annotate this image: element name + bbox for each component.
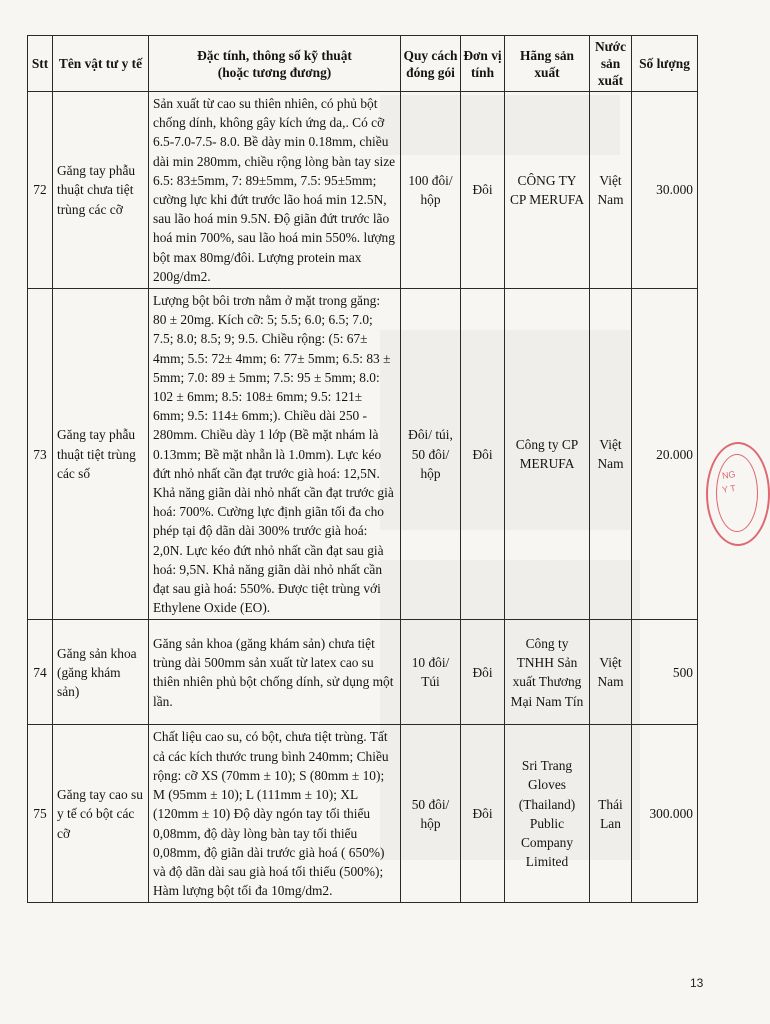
cell-spec: Lượng bột bôi trơn nằm ở mặt trong găng: 80 ± 20mg. Kích cỡ: 5; 5.5; 6.0; 6.5; 7.0; 7.5; 8.0; 8.5; 9; 9.5. Chiều rộng: (5: 67± 4mm; 5.5: 72± 4mm; 6: 77± 5mm; 6.5: 83 ± 5mm; 7.0: 89 ± 5mm; 7.5: 95 ± 5mm; 8.0: 102 ± 6mm; 8.5: 108± 6mm; 9.5: 121± 6mm; 9.5: 114± 6mm;). Chiều dài 250 - 280mm. Chiều dày 1 lớp (Bề mặt nhám là 0.13mm; Bề mặt nhẵn là 1.0mm). Lực kéo đứt nhỏ nhất cần đạt trước già hoá: 12,5N. Khả năng giãn dài nhỏ nhất cần đạt trước già hoá: 700%. Cường lực định giãn tối đa cho phép tại độ dãn dài 300% trước già hoá: 2,0N. Lực kéo đứt nhỏ nhất cần đạt sau già hoá: 9,5N. Khả năng giãn dài nhỏ nhất cần đạt sau già hoá: 550%. Được tiệt trùng với Ethylene Oxide (EO). — [149, 289, 401, 620]
table-header-row — [28, 36, 698, 92]
cell-stt: 72 — [28, 92, 53, 289]
cell-unit: Đôi — [461, 289, 505, 620]
header-spec — [149, 36, 401, 92]
page-number: 13 — [690, 976, 704, 990]
cell-qty: 20.000 — [632, 289, 698, 620]
cell-spec: Chất liệu cao su, có bột, chưa tiệt trùng. Tất cả các kích thước trung bình 240mm; Chiều rộng: cỡ XS (70mm ± 10); S (80mm ± 10); M (95mm ± 10); L (111mm ± 10); XL (120mm ± 10) Độ dày ngón tay tối thiểu 0,08mm, độ dày lòng bàn tay tối thiểu 0,08mm, độ giãn dài trước già hoá ( 650%) và độ dãn dài sau già hoá tối thiểu (500%); Hàm lượng bột tối đa 10mg/dm2. — [149, 725, 401, 903]
header-unit: Đơn vị tính — [461, 36, 505, 92]
cell-stt: 75 — [28, 725, 53, 903]
table-row — [28, 92, 698, 289]
cell-stt: 74 — [28, 620, 53, 725]
cell-maker: Công ty TNHH Sản xuất Thương Mại Nam Tín — [505, 620, 590, 725]
cell-packing: Đôi/ túi, 50 đôi/ hộp — [401, 289, 461, 620]
stamp-text: NG — [721, 469, 737, 481]
cell-name: Găng sản khoa (găng khám sản) — [53, 620, 149, 725]
cell-packing: 50 đôi/ hộp — [401, 725, 461, 903]
header-qty: Số lượng — [632, 36, 698, 92]
cell-unit: Đôi — [461, 725, 505, 903]
cell-country: Việt Nam — [590, 289, 632, 620]
red-seal-stamp — [706, 442, 770, 546]
cell-maker: Sri Trang Gloves (Thailand) Public Company Limited — [505, 725, 590, 903]
cell-unit: Đôi — [461, 620, 505, 725]
header-maker: Hãng sản xuất — [505, 36, 590, 92]
cell-qty: 30.000 — [632, 92, 698, 289]
header-name: Tên vật tư y tế — [53, 36, 149, 92]
cell-spec: Găng sản khoa (găng khám sản) chưa tiệt trùng dài 500mm sản xuất từ latex cao su thiên nhiên phủ bột chống dính, sử dụng một lần. — [149, 620, 401, 725]
cell-stt: 73 — [28, 289, 53, 620]
header-stt: Stt — [28, 36, 53, 92]
cell-maker: Công ty CP MERUFA — [505, 289, 590, 620]
cell-packing: 100 đôi/ hộp — [401, 92, 461, 289]
cell-spec: Sản xuất từ cao su thiên nhiên, có phủ bột chống dính, không gây kích ứng da,. Có cỡ 6.5-7.0-7.5- 8.0. Bề dày min 0.18mm, chiều dài min 280mm, chiều rộng lòng bàn tay size 6.5: 83±5mm, 7: 89±5mm, 7.5: 95±5mm; cường lực khi đứt trước lão hoá min 12.5N, sau lão hoá min 9.5N. Độ giãn đứt trước lão hoá min 700%, sau lão hoá min 550%. lượng bột max 80mg/đôi. Lượng protein max 200g/dm2. — [149, 92, 401, 289]
cell-qty: 300.000 — [632, 725, 698, 903]
cell-maker: CÔNG TY CP MERUFA — [505, 92, 590, 289]
header-spec-line1: Đặc tính, thông số kỹ thuật — [197, 47, 352, 63]
table-row — [28, 725, 698, 903]
cell-country: Việt Nam — [590, 92, 632, 289]
cell-unit: Đôi — [461, 92, 505, 289]
cell-name: Găng tay cao su y tế có bột các cỡ — [53, 725, 149, 903]
supply-spec-table — [27, 35, 698, 903]
stamp-text: Y T — [721, 483, 737, 495]
table-row — [28, 289, 698, 620]
header-spec-line2: (hoặc tương đương) — [217, 64, 332, 80]
cell-country: Việt Nam — [590, 620, 632, 725]
cell-qty: 500 — [632, 620, 698, 725]
table-row — [28, 620, 698, 725]
header-country: Nước sản xuất — [590, 36, 632, 92]
cell-packing: 10 đôi/ Túi — [401, 620, 461, 725]
cell-country: Thái Lan — [590, 725, 632, 903]
cell-name: Găng tay phẫu thuật tiệt trùng các số — [53, 289, 149, 620]
cell-name: Găng tay phẫu thuật chưa tiệt trùng các cỡ — [53, 92, 149, 289]
header-packing: Quy cách đóng gói — [401, 36, 461, 92]
